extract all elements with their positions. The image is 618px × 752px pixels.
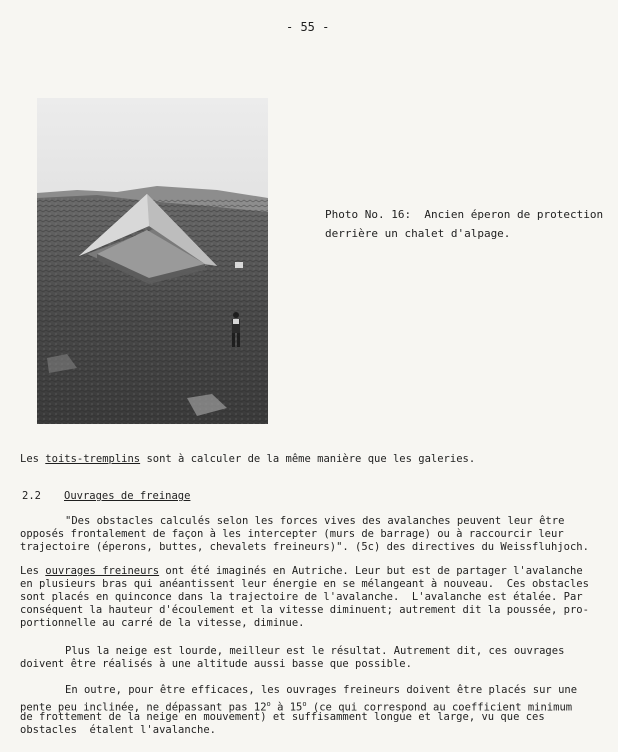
chalet-photo <box>37 98 268 424</box>
paragraph-ouvrages-line-3: sont placés en quinconce dans la trajectoire de l'avalanche. L'avalanche est étalée. Par <box>20 591 583 603</box>
p2-rest: ont été imaginés en Autriche. Leur but est de partager l'avalanche <box>159 565 583 577</box>
p4-part-a: pente peu inclinée, ne dépassant pas 12 <box>20 701 267 714</box>
quote-line-3: trajectoire (éperons, buttes, chevalets freineurs)". (5c) des directives du Weissfluhjoch. <box>20 541 589 553</box>
quote-line-1: "Des obstacles calculés selon les forces vives des avalanches peuvent leur être <box>65 515 565 527</box>
degree-mark-2: o <box>302 700 307 708</box>
quote-line-2: opposés frontalement de façon à les intercepter (murs de barrage) ou à raccourcir leur <box>20 528 564 540</box>
paragraph-ouvrages-line-1 <box>20 565 583 578</box>
p1-rest: sont à calculer de la même manière que les galeries. <box>140 453 476 465</box>
paragraph-outre-line-1: En outre, pour être efficaces, les ouvrages freineurs doivent être placés sur une <box>65 684 578 696</box>
paragraph-outre-line-4: obstacles étalent l'avalanche. <box>20 724 216 736</box>
p4-part-c: (ce qui correspond au coefficient minimum <box>306 701 573 714</box>
paragraph-outre-line-3: de frottement de la neige en mouvement) et suffisamment longue et large, vu que ces <box>20 711 545 723</box>
photo-caption-line-2: derrière un chalet d'alpage. <box>325 227 511 240</box>
term-toits-tremplins: toits-tremplins <box>45 453 141 465</box>
paragraph-neige-line-2: doivent être réalisés à une altitude aussi basse que possible. <box>20 658 412 670</box>
paragraph-ouvrages-line-2: en plusieurs bras qui anéantissent leur énergie en se mélangeant à nouveau. Ces obstacles <box>20 578 589 590</box>
p1-lead: Les <box>20 453 46 465</box>
degree-mark-1: o <box>266 700 271 708</box>
paragraph-toits-tremplins <box>20 453 475 466</box>
p4-part-b: à 15 <box>270 701 303 714</box>
term-ouvrages-freineurs: ouvrages freineurs <box>45 565 160 577</box>
paragraph-ouvrages-line-5: portionnelle au carré de la vitesse, diminue. <box>20 617 305 629</box>
page-number: - 55 - <box>286 20 330 34</box>
section-number: 2.2 <box>22 490 41 502</box>
p2-lead: Les <box>20 565 46 577</box>
photo-caption-line-1: Photo No. 16: Ancien éperon de protection <box>325 208 604 221</box>
paragraph-neige-line-1: Plus la neige est lourde, meilleur est le résultat. Autrement dit, ces ouvrages <box>65 645 565 657</box>
section-title: Ouvrages de freinage <box>64 490 191 502</box>
paragraph-ouvrages-line-4: conséquent la hauteur d'écoulement et la vitesse diminuent; autrement dit la poussée, pro- <box>20 604 589 616</box>
